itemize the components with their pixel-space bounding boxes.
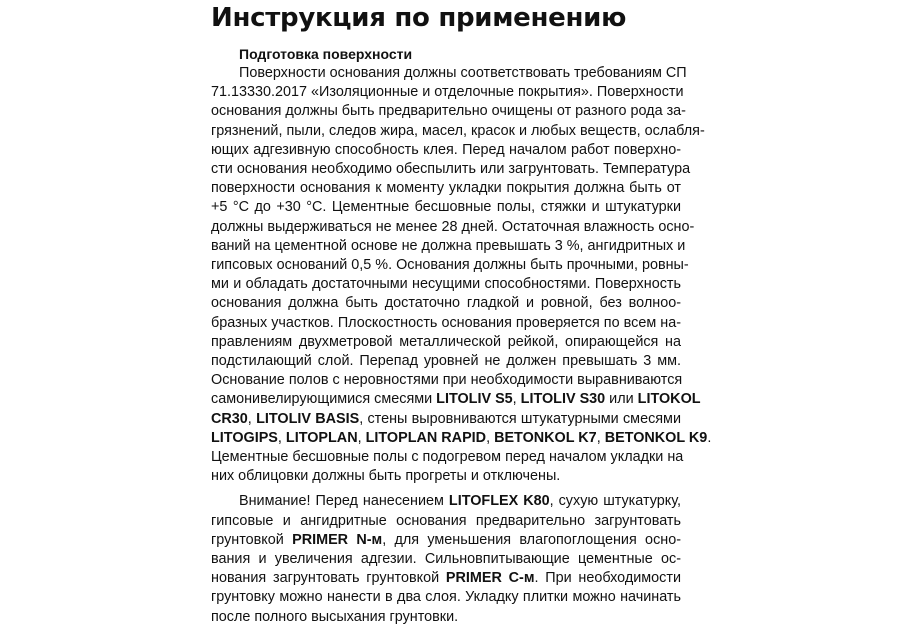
text-line: них облицовки должны быть прогреты и отключены.	[211, 468, 561, 485]
product-name: LITOLIV BASIS	[256, 410, 360, 427]
paragraph-warning	[211, 492, 681, 626]
text-line: вания и увеличения адгезии. Сильновпитывающие цементные ос-	[211, 551, 681, 568]
text-line: Цементные бесшовные полы с подогревом перед началом укладки на	[211, 449, 684, 466]
text-line: основания должны быть предварительно очищены от разного рода за-	[211, 103, 686, 120]
paragraph-surface-prep	[211, 64, 712, 486]
text-line: поверхности основания к моменту укладки покрытия должна быть от	[211, 180, 681, 197]
text-line: грязнений, пыли, следов жира, масел, красок и любых веществ, ослабля-	[211, 122, 705, 139]
text-line: грунтовку можно нанести в два слоя. Укладку плитки можно начинать	[211, 589, 681, 606]
product-name: LITOFLEX K80	[448, 493, 550, 510]
product-name: LITOLIV S30	[520, 391, 606, 408]
text-line: гипсовых оснований 0,5 %. Основания должны быть прочными, ровны-	[211, 257, 689, 274]
text-line: 71.13330.2017 «Изоляционные и отделочные покрытия». Поверхности	[211, 84, 684, 101]
product-name: LITOPLAN RAPID	[365, 429, 487, 446]
text-line: +5 °С до +30 °С. Цементные бесшовные полы, стяжки и штукатурки	[211, 199, 681, 216]
text-line: Внимание! Перед нанесением LITOFLEX K80, сухую штукатурку,	[239, 493, 681, 510]
text-line: Основание полов с неровностями при необходимости выравниваются	[211, 372, 683, 389]
product-name: PRIMER C-м	[445, 570, 535, 587]
text-line: LITOGIPS, LITOPLAN, LITOPLAN RAPID, BETONKOL K7, BETONKOL K9.	[211, 429, 712, 446]
text-line: ющих адгезивную способность клея. Перед началом работ поверхно-	[211, 141, 681, 158]
text-line: ваний на цементной основе не должна превышать 3 %, ангидритных и	[211, 237, 686, 254]
product-name: BETONKOL K7	[494, 429, 597, 446]
text-line: после полного высыхания грунтовки.	[211, 608, 459, 625]
product-name: BETONKOL K9	[604, 429, 708, 446]
text-line: нования загрунтовать грунтовкой PRIMER C-м. При необходимости	[211, 570, 682, 587]
product-name: LITOKOL	[637, 391, 701, 408]
text-line: правлениям двухметровой металлической рейкой, опирающейся на	[211, 333, 681, 350]
text-line: CR30, LITOLIV BASIS, стены выровниваются штукатурными смесями	[211, 410, 681, 427]
text-line: грунтовкой PRIMER N-м, для уменьшения влагопоглощения осно-	[211, 531, 682, 548]
text-line: ми и обладать достаточными несущими способностями. Поверхность	[211, 276, 681, 293]
text-line: сти основания необходимо обеспылить или загрунтовать. Температура	[211, 161, 691, 178]
document-page	[211, 0, 712, 627]
text-line: самонивелирующимися смесями LITOLIV S5, LITOLIV S30 или LITOKOL	[211, 391, 701, 408]
text-line: должны выдерживаться не менее 28 дней. Остаточная влажность осно-	[211, 218, 695, 235]
text-line: гипсовые и ангидритные основания предварительно загрунтовать	[211, 512, 681, 529]
text-line: бразных участков. Плоскостность основания проверяется по всем на-	[211, 314, 681, 331]
product-name: CR30	[211, 410, 248, 427]
product-name: PRIMER N-м	[292, 531, 383, 548]
section-heading: Подготовка поверхности	[239, 46, 413, 62]
product-name: LITOPLAN	[285, 429, 358, 446]
product-name: LITOLIV S5	[436, 391, 513, 408]
text-line: подстилающий слой. Перепад уровней не должен превышать 3 мм.	[211, 353, 681, 370]
page-title: Инструкция по применению	[211, 3, 627, 33]
text-line: Поверхности основания должны соответствовать требованиям СП	[239, 65, 687, 81]
product-name: LITOGIPS	[211, 429, 278, 446]
text-line: основания должна быть достаточно гладкой и ровной, без волноо-	[211, 295, 681, 312]
